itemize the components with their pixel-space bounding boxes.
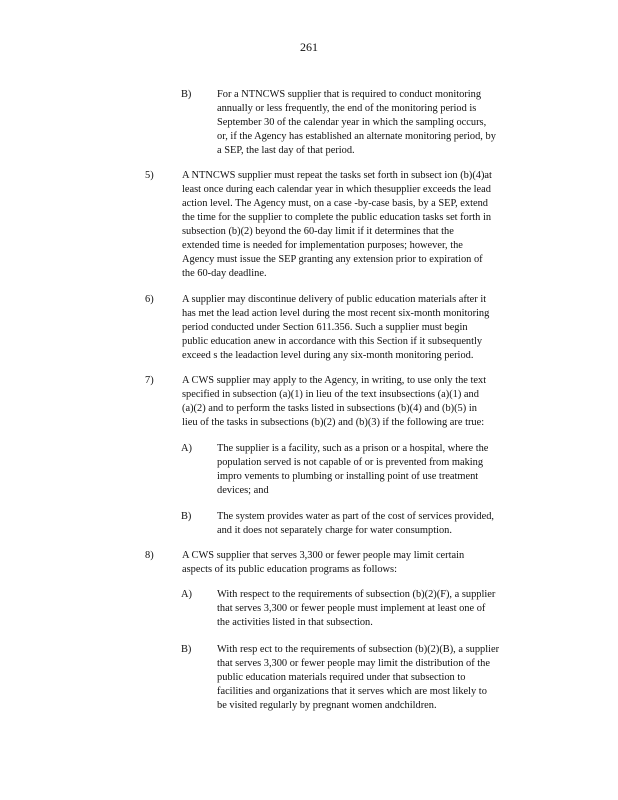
- item-label: 8): [145, 550, 154, 561]
- item-text: A CWS supplier may apply to the Agency, in writing, to use only the text specified in subsection (a)(1) in lieu of the text insubsections (a)(1) and (a)(2) and to perform the tasks listed in subsections (b)(4) and (b)(5) in lieu of the tasks in subsections (b)(2) and (b)(3) if the following are true:: [182, 375, 487, 428]
- item-label: A): [181, 443, 192, 454]
- item-text: A supplier may discontinue delivery of public education materials after it has met the lead action level during the most recent six-month monitoring period conducted under Section 611.356. Such a supplier must begin public education anew in accordance with this Section if it subsequently exceed s the leadaction level during any six-month monitoring period.: [182, 294, 490, 361]
- item-label: B): [181, 511, 192, 522]
- item-text: For a NTNCWS supplier that is required to conduct monitoring annually or less frequently, the end of the monitoring period is September 30 of the calendar year in which the sampling occurs, or, if the Agency has established an alternate monitoring period, by a SEP, the last day of that period.: [217, 89, 496, 156]
- item-text: The supplier is a facility, such as a prison or a hospital, where the population served is not capable of or is prevented from making impro vements to plumbing or installing point of use treatment devices; and: [217, 443, 489, 496]
- item-text: The system provides water as part of the cost of services provided, and it does not separately charge for water consumption.: [217, 511, 495, 536]
- item-label: A): [181, 589, 192, 600]
- item-text: A NTNCWS supplier must repeat the tasks set forth in subsect ion (b)(4)at least once during each calendar year in which thesupplier exceeds the lead action level. The Agency must, on a case -by-case basis, by a SEP, extend the time for the supplier to complete the public education tasks set forth in subsection (b)(2) beyond the 60-day limit if it determines that the extended time is needed for implementation purposes; however, the Agency must issue the SEP granting any extension prior to expiration of the 60-day deadline.: [182, 170, 492, 279]
- item-text: A CWS supplier that serves 3,300 or fewer people may limit certain aspects of its public education programs as follows:: [182, 550, 465, 575]
- item-label: B): [181, 644, 192, 655]
- item-label: 6): [145, 294, 154, 305]
- page-number: 261: [300, 40, 318, 54]
- item-label: B): [181, 89, 192, 100]
- item-text: With resp ect to the requirements of subsection (b)(2)(B), a supplier that serves 3,300 or fewer people may limit the distribution of the public education materials required under that subsection to facilities and organizations that it serves which are most likely to be visited regularly by pregnant women andchildren.: [217, 644, 500, 711]
- item-label: 5): [145, 170, 154, 181]
- item-label: 7): [145, 375, 154, 386]
- item-text: With respect to the requirements of subsection (b)(2)(F), a supplier that serves 3,300 or fewer people must implement at least one of the activities listed in that subsection.: [217, 589, 496, 628]
